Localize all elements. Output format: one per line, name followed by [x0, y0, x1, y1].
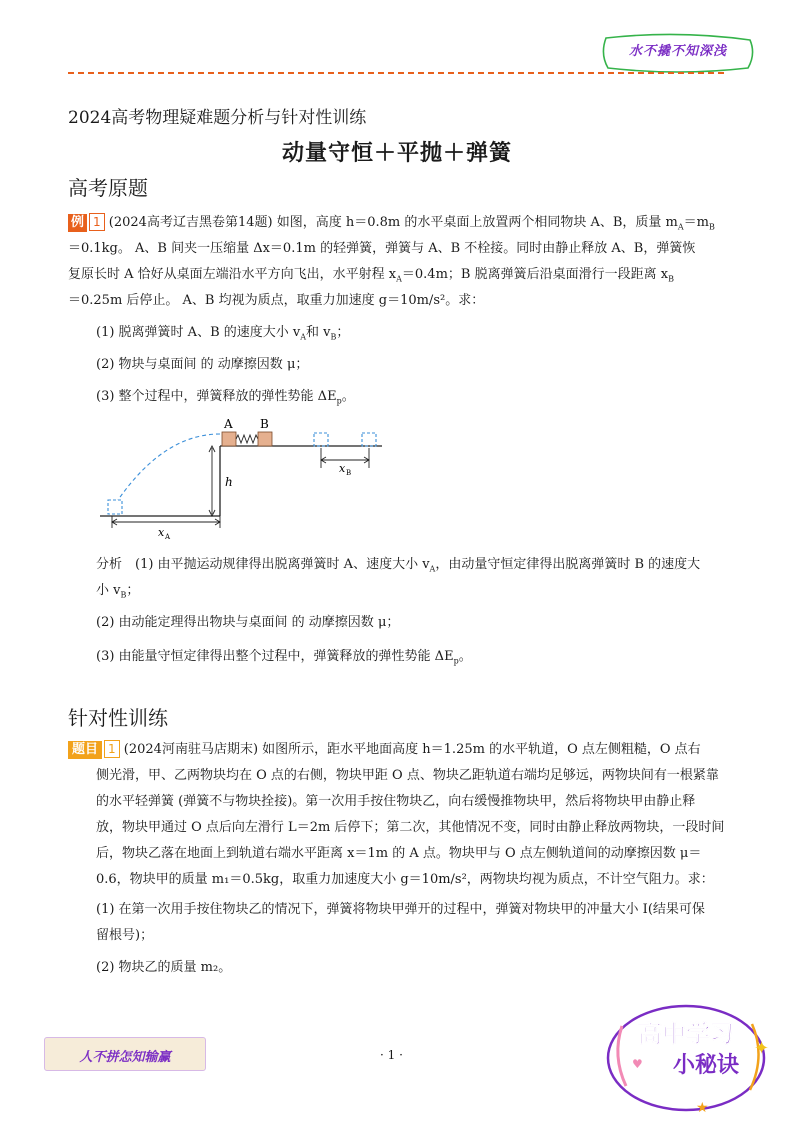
- label-b: B: [260, 417, 269, 431]
- example-line-2: ＝0.1kg。 A、B 间夹一压缩量 Δx＝0.1m 的轻弹簧，弹簧与 A、B 不栓接。同时由静止释放 A、B，弹簧恢: [68, 241, 696, 256]
- series-title: 2024高考物理疑难题分析与针对性训练: [68, 108, 367, 128]
- header-badge: [598, 32, 758, 74]
- block-a: [222, 432, 236, 446]
- example-part-1-text: (1) 脱离弹簧时 A、B 的速度大小 v: [96, 325, 301, 340]
- stamp-line-1: 高中学习: [638, 1020, 734, 1048]
- section-title-training: 针对性训练: [68, 706, 168, 730]
- analysis-line-2: 小 $v_B$；: [96, 583, 140, 600]
- footer-badge: [44, 1037, 206, 1071]
- analysis-line-4: (3) 由能量守恒定律得出整个过程中，弹簧释放的弹性势能 $\Delta E_p$。: [96, 649, 472, 666]
- label-a: A: [224, 417, 233, 431]
- block-b-end-ghost: [362, 433, 376, 446]
- question-line-2: 侧光滑，甲、乙两物块均在 O 点的右侧，物块甲距 O 点、物块乙距轨道右端均足够远，两物块间有一根紧靠: [96, 768, 719, 783]
- example-line-3: 复原长时 A 恰好从桌面左端沿水平方向飞出，水平射程 $x_A=0.4m$；B 脱离弹簧后沿桌面滑行一段距离 $x_B$: [68, 267, 674, 284]
- header-divider: [68, 72, 724, 74]
- block-a-landed: [108, 500, 122, 514]
- label-h: h: [225, 475, 233, 489]
- question-line-4: 放，物块甲通过 O 点后向左滑行 L＝2m 后停下；第二次，其他情况不变，同时由静止释放两物块，一段时间: [96, 820, 725, 835]
- page-number: · 1 ·: [380, 1048, 403, 1062]
- analysis-text-1-tail: ，由动量守恒定律得出脱离弹簧时 B 的速度大: [435, 557, 701, 572]
- header-badge-text: 水不撬不知深浅: [628, 44, 727, 59]
- physics-figure: [96, 412, 396, 540]
- example-text-1-tail: ＝m: [683, 215, 709, 230]
- spring: [236, 435, 258, 443]
- analysis-line-3: (2) 由动能定理得出物块与桌面间 的 动摩擦因数 μ；: [96, 615, 400, 630]
- example-text-1: (2024高考辽吉黑卷第14题) 如图，高度 h＝0.8m 的水平桌面上放置两个相同物块 A、B，质量 m: [108, 215, 678, 230]
- example-part-1: (1) 脱离弹簧时 A、B 的速度大小 $v_A$和 $v_B$；: [96, 325, 350, 342]
- example-part-2: (2) 物块与桌面间 的 动摩擦因数 μ；: [96, 357, 309, 372]
- sparkle-icon: ✦: [754, 1038, 770, 1059]
- analysis-text-1: 分析 (1) 由平抛运动规律得出脱离弹簧时 A、速度大小 v: [96, 557, 430, 572]
- main-title: 动量守恒＋平抛＋弹簧: [281, 140, 512, 166]
- question-line-5: 后，物块乙落在地面上到轨道右端水平距离 x＝1m 的 A 点。物块甲与 O 点左侧轨道间的动摩擦因数 μ＝: [96, 846, 702, 861]
- question-part-2: (2) 物块乙的质量 m₂。: [96, 960, 232, 975]
- question-line-6: 0.6，物块甲的质量 m₁＝0.5kg，取重力加速度大小 g＝10m/s²，两物块均视为质点，不计空气阻力。求：: [96, 872, 714, 887]
- label-xb: x: [339, 462, 346, 475]
- example-number: 1: [89, 213, 105, 231]
- question-line-3: 的水平轻弹簧 (弹簧不与物块拴接)。第一次用手按住物块乙，向右缓慢推物块甲，然后将物块甲由静止释: [96, 794, 696, 809]
- analysis-text-4: (3) 由能量守恒定律得出整个过程中，弹簧释放的弹性势能 ΔE: [96, 649, 454, 664]
- example-part-3-text: (3) 整个过程中，弹簧释放的弹性势能 ΔE: [96, 389, 337, 404]
- trajectory-path: [118, 434, 220, 500]
- question-text-1: (2024河南驻马店期末) 如图所示，距水平地面高度 h＝1.25m 的水平轨道，O 点左侧粗糙，O 点右: [123, 742, 701, 757]
- label-xa-sub: A: [165, 533, 171, 540]
- example-line-4: ＝0.25m 后停止。 A、B 均视为质点，取重力加速度 g＝10m/s²。求：: [68, 293, 485, 308]
- star-icon: ★: [696, 1100, 709, 1116]
- stamp-line-2: 小秘诀: [672, 1053, 740, 1078]
- example-tag: 例: [68, 214, 87, 232]
- question-part-1: (1) 在第一次用手按住物块乙的情况下，弹簧将物块甲弹开的过程中，弹簧对物块甲的冲量大小 I(结果可保: [96, 902, 705, 917]
- label-xb-sub: B: [346, 469, 352, 477]
- footer-badge-text: 人不拼怎知输赢: [79, 1050, 171, 1065]
- study-tips-stamp: [602, 996, 778, 1116]
- section-title-original: 高考原题: [68, 176, 148, 200]
- question-part-1-cont: 留根号)；: [96, 928, 154, 943]
- example-part-1-tail: 和 v: [306, 325, 331, 340]
- analysis-line-1: 分析 (1) 由平抛运动规律得出脱离弹簧时 A、速度大小 $v_A$，由动量守恒定律得出脱离弹簧时 B 的速度大: [96, 557, 701, 574]
- label-xa: x: [158, 526, 165, 539]
- block-b: [258, 432, 272, 446]
- example-text-3: 复原长时 A 恰好从桌面左端沿水平方向飞出，水平射程 x: [68, 267, 397, 282]
- example-line-1: 例 1 (2024高考辽吉黑卷第14题) 如图，高度 h＝0.8m 的水平桌面上放置两个相同物块 A、B，质量 $m_A=m_B$: [68, 211, 715, 232]
- heart-icon: ♥: [632, 1057, 643, 1071]
- example-text-3-tail: ＝0.4m；B 脱离弹簧后沿桌面滑行一段距离 x: [401, 267, 669, 282]
- question-line-1: [68, 738, 701, 759]
- block-b-start-ghost: [314, 433, 328, 446]
- question-tag: 题目: [68, 741, 102, 759]
- example-part-3-tail: 。: [341, 389, 355, 404]
- question-number: 1: [104, 740, 120, 758]
- example-part-3: (3) 整个过程中，弹簧释放的弹性势能 $\Delta E_p$。: [96, 389, 355, 406]
- analysis-text-2: 小 v: [96, 583, 121, 598]
